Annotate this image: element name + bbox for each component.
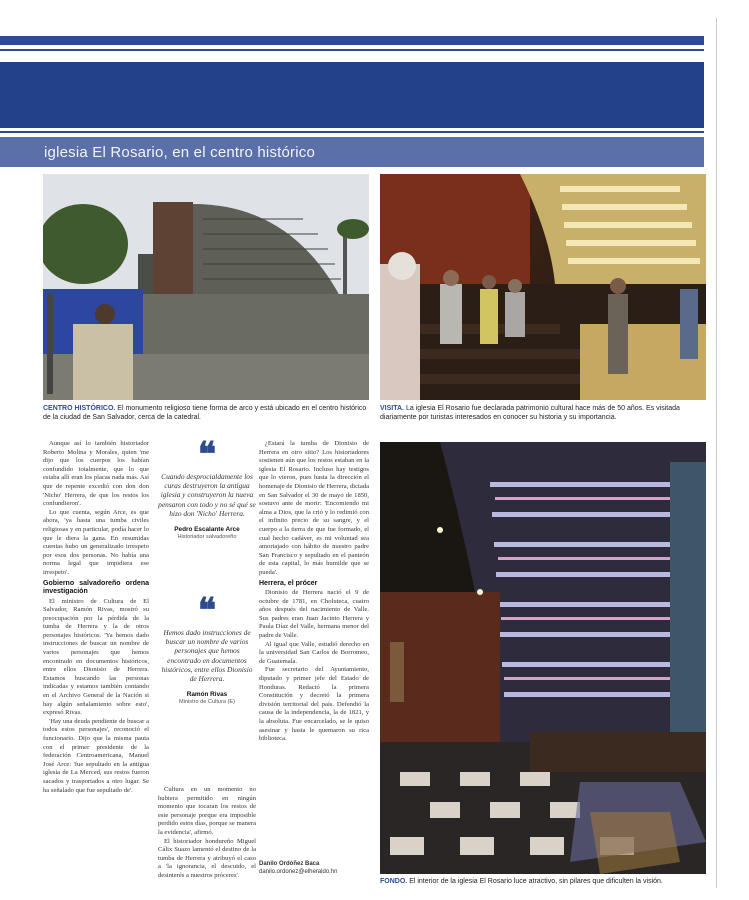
column3-paragraph: Fue secretario del Ayuntamiento, diputado y primer jefe del Estado de Honduras. Redactó la primera Constitución y decretó la primera división territorial del país. Defendió la causa de la independencia, la de 1821, y la absoluta. Fue encarcelado, se le quiso asesinar y hasta le quemaron su rica biblioteca.	[259, 666, 369, 743]
column2-paragraph: Cultura en un momento no hubiera permitido en ningún momento que tocaran los restos de este personaje porque era imposible perdido estos días, porque se manera la evidencia', afirmó.	[158, 786, 256, 836]
page-edge-rule	[716, 18, 717, 888]
headline-band	[0, 62, 704, 128]
article-column-2	[158, 786, 256, 881]
pull-quote-1	[158, 435, 256, 541]
pull-quote-author: Ramón Rivas	[186, 691, 228, 699]
pull-quote-role: Ministro de Cultura (E)	[179, 699, 235, 706]
column3-paragraph: ¿Estará la tumba de Dionisio de Herrera en otro sitio? Los historiadores sostienen aún que los restos estaban en la iglesia El Rosario. Incluso hay testigos que lo vieron, pues hasta la dirección el homenaje de Dionisio de Herrera, dictada en San Salvador el 30 de mayo de 1850, sostuvo ante de morir: 'Encomiendo mi alma a Dios, que la crió y lo redimió con el infinito precio de su sangre, y el cuerpo a la tierra de que fue formado, el cual hecho cadáver, es mi voluntad sea amortajado con hábito de nuestro padre San Francisco y sepultado en el panteón de esta capital, lo más humilde que se pueda'.	[259, 440, 369, 576]
subtitle-band	[0, 137, 704, 167]
column3-paragraph: Al igual que Valle, estudió derecho en la universidad San Carlos de Borromeo, de Guatemala.	[259, 640, 369, 665]
caption-visitors	[380, 404, 706, 422]
quote-mark-icon: ❝	[197, 591, 217, 631]
caption-visitors-text: La iglesia El Rosario fue declarada patrimonio cultural hace más de 50 años. Es visitada diariamente por turistas interesados en conocer su historia y su importancia.	[380, 405, 680, 421]
top-thin-rule	[0, 49, 704, 51]
article-column-3	[259, 440, 369, 744]
column1-paragraph: Aunque así lo también historiador Roberto Molina y Morales, quien 'me dijo que los cuerpos los habían confundido totalmente, que lo que estaba allí eran los placas nada más. Así que de repente excedió con don don 'Nicho' Herrera, de que los restos los confundieron'.	[43, 440, 149, 508]
caption-exterior-lead: CENTRO HISTÓRICO.	[43, 405, 116, 412]
column1-paragraph: Lo que cuenta, según Arce, es que ahora, 'ya hasta una tumba civiles religiosas y en particular, podía hacer lo que le diera la gana. En resumidas cuentas hubo un generalizado irrespeto por esos dos personas. No había una norma legal que impidiera ese irrespeto'.	[43, 508, 149, 576]
caption-interior	[380, 877, 706, 886]
column1-subhead: Gobierno salvadoreño ordena investigación	[43, 579, 149, 595]
byline-contact: danilo.ordonez@elheraldo.hn	[259, 869, 338, 875]
byline-author: Danilo Ordóñez Baca	[259, 861, 320, 867]
byline	[259, 860, 369, 876]
pull-quote-2	[158, 591, 256, 706]
photo-exterior	[43, 174, 369, 400]
photo-visitors	[380, 174, 706, 400]
column3-subhead: Herrera, el prócer	[259, 579, 318, 587]
column1-paragraph: El ministro de Cultura de El Salvador, Ramón Rivas, mostró su preocupación por la pérdida de la tumba de Herrera y la de otros personajes históricos. 'Ya hemos dado instrucciones de buscar un nombre de varios personajes que hemos encontrado en documentos históricos, entre ellos Dionisio de Herrera. Estamos buscando las personas indicadas y estamos también contando en el Archivo General de la Nación si hay algún señalamiento sobre esto', expresó Rivas.	[43, 597, 149, 717]
pull-quote-role: Historiador salvadoreño	[177, 534, 237, 541]
caption-exterior	[43, 404, 369, 422]
column3-paragraph: Dionisio de Herrera nació el 9 de octubre de 1781, en Choluteca, cuatro años después del nacimiento de Valle. Sus padres eran Juan Jacinto Herrera y Paula Díaz del Valle, hermana menor del padre de Valle.	[259, 589, 369, 639]
caption-interior-lead: FONDO.	[380, 878, 408, 885]
article-column-1	[43, 440, 149, 795]
quote-mark-icon: ❝	[197, 435, 217, 475]
caption-exterior-text: El monumento religioso tiene forma de arco y está ubicado en el centro histórico de la ciudad de San Salvador, cerca de la catedral.	[43, 405, 367, 421]
column2-paragraph: El historiador hondureño Miguel Cálix Suazo lamentó el destino de la tumba de Herrera y atribuyó el caso a 'la ignorancia, el descuido, el desinterés a nuestros próceres'.	[158, 837, 256, 879]
photo-interior	[380, 442, 706, 874]
mid-thin-rule	[0, 131, 704, 133]
top-rule-bar	[0, 36, 704, 45]
caption-interior-text: El interior de la iglesia El Rosario luce atractivo, sin pilares que dificulten la visión.	[409, 878, 663, 885]
photo-exterior-illustration	[43, 174, 369, 400]
subtitle: iglesia El Rosario, en el centro histórico	[44, 143, 316, 161]
photo-visitors-illustration	[380, 174, 706, 400]
pull-quote-author: Pedro Escalante Arce	[174, 526, 240, 534]
column1-paragraph: 'Hay una deuda pendiente de buscar a todos estos personajes', reconoció el funcionario. Dijo que la misma pauta con el primer presidente de la federación Centroamericana, Manuel José Arce: 'fue sepultado en la antigua iglesia de La Merced, sus restos fueron sacados y trasportados a otro lugar. Se ha señalado que fue sepultado de'.	[43, 717, 149, 794]
pull-quote-text: Cuando desprocialdamente los curas destruyeron la antigua iglesia y construyeron la nueva pensaron con todo y no sé qué se hizo don 'Nicho' Herrera.	[158, 472, 256, 518]
photo-interior-illustration	[380, 442, 706, 874]
pull-quote-text: Hemos dado instrucciones de buscar un nombre de varios personajes que hemos encontrado en documentos históricos, entre ellos Dionisio de Herrera.	[161, 628, 253, 684]
caption-visitors-lead: VISITA.	[380, 405, 404, 412]
